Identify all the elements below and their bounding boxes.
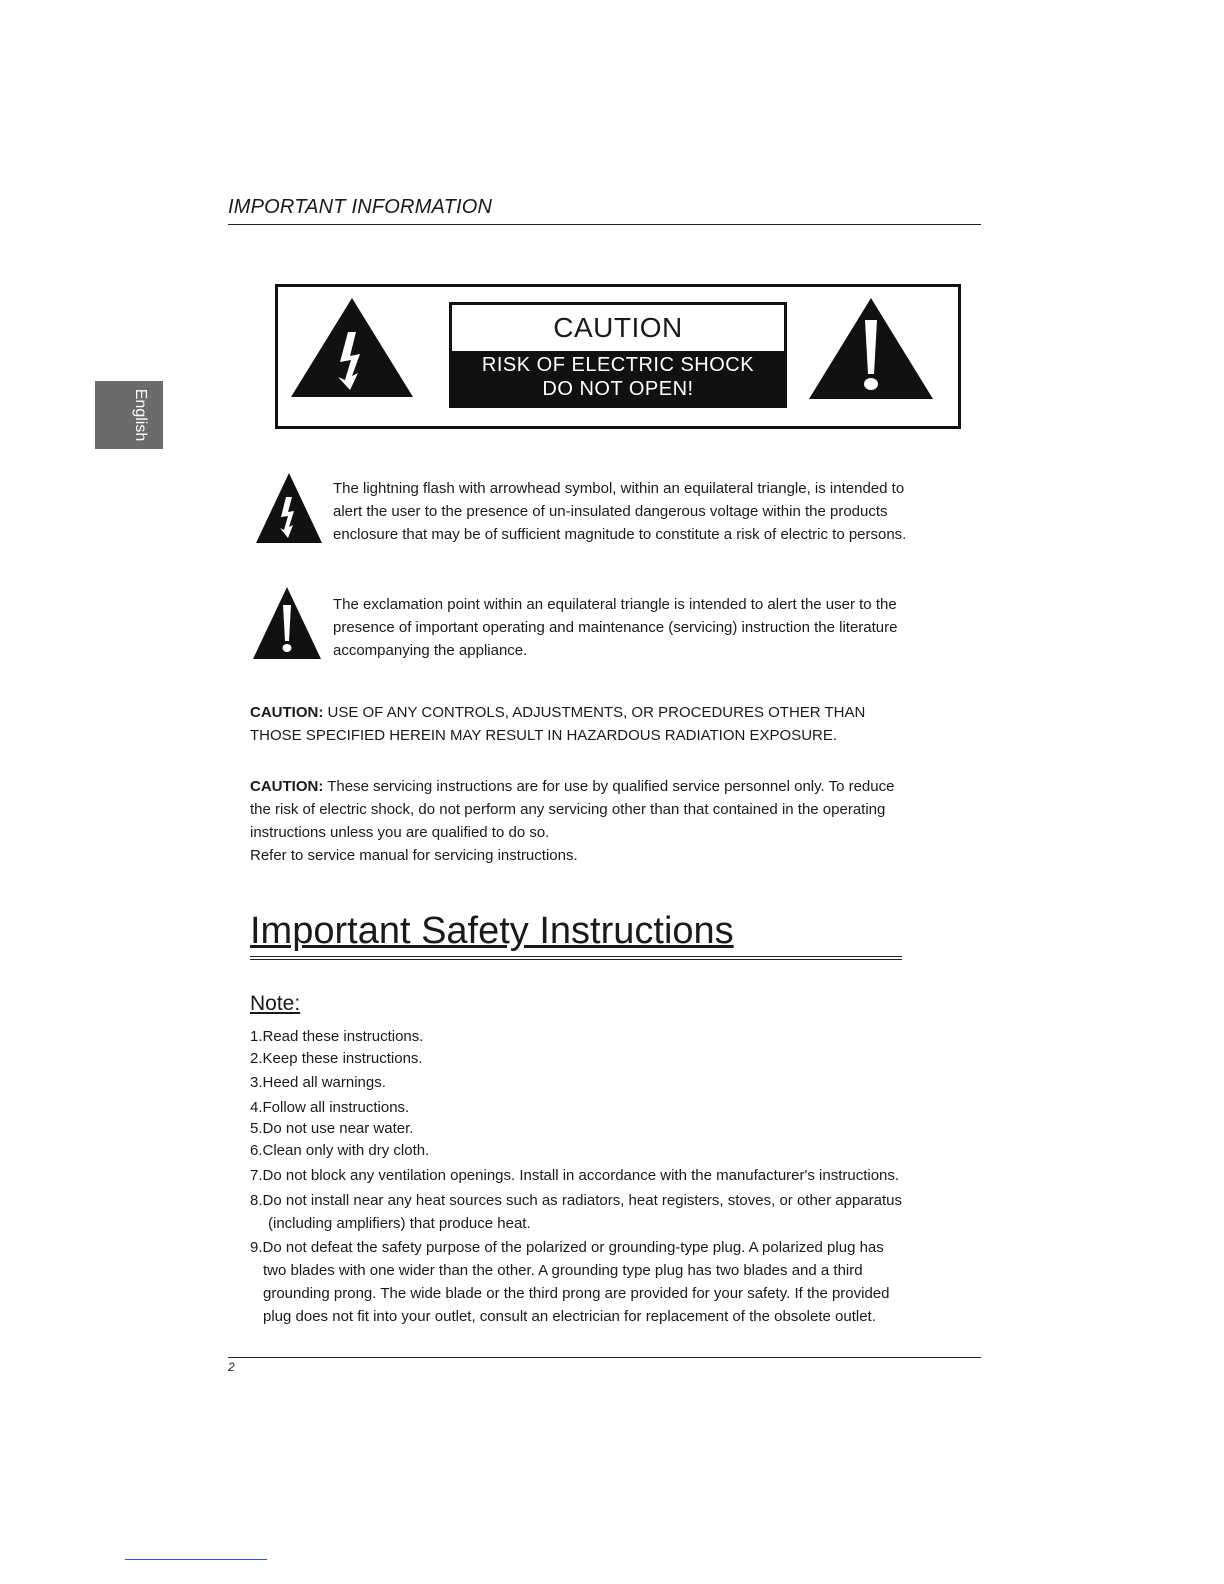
- header-divider: [228, 224, 981, 225]
- lightning-symbol-description: [333, 477, 943, 546]
- instruction-item: 9.Do not defeat the safety purpose of the polarized or grounding-type plug. A polarized plug has: [250, 1239, 884, 1256]
- instruction-item: 2.Keep these instructions.: [250, 1050, 423, 1067]
- caution-keyword: CAUTION:: [250, 778, 324, 795]
- language-tab-label: English: [132, 388, 149, 442]
- instruction-item: 4.Follow all instructions.: [250, 1099, 410, 1116]
- text-line: THOSE SPECIFIED HEREIN MAY RESULT IN HAZARDOUS RADIATION EXPOSURE.: [250, 727, 838, 744]
- caution-label: [449, 302, 787, 408]
- caution-text: USE OF ANY CONTROLS, ADJUSTMENTS, OR PROCEDURES OTHER THAN: [323, 704, 866, 721]
- section-title: [250, 906, 902, 960]
- instruction-item-continuation: (including amplifiers) that produce heat.: [268, 1215, 531, 1232]
- instruction-item: 7.Do not block any ventilation openings. Install in accordance with the manufacturer's instructions.: [250, 1167, 900, 1184]
- instruction-item: 1.Read these instructions.: [250, 1028, 424, 1045]
- note-title: Note:: [250, 992, 301, 1015]
- exclamation-warning-icon: [808, 298, 934, 400]
- page-number: 2: [228, 1360, 235, 1374]
- text-line: [250, 701, 950, 724]
- lightning-warning-icon: [290, 298, 414, 398]
- instruction-item: 8.Do not install near any heat sources such as radiators, heat registers, stoves, or other apparatus: [250, 1192, 903, 1209]
- instruction-item-continuation: two blades with one wider than the other. A grounding type plug has two blades and a third: [263, 1262, 863, 1279]
- caution-label-line-2: DO NOT OPEN!: [542, 378, 694, 400]
- page-header-title: IMPORTANT INFORMATION: [228, 196, 493, 218]
- text-line: The lightning flash with arrowhead symbol, within an equilateral triangle, is intended to: [333, 480, 905, 497]
- caution-text: These servicing instructions are for use by qualified service personnel only. To reduce: [323, 778, 895, 795]
- hyperlink-underline[interactable]: [125, 1559, 267, 1560]
- instruction-item: 6.Clean only with dry cloth.: [250, 1142, 430, 1159]
- text-line: accompanying the appliance.: [333, 642, 528, 659]
- text-line: the risk of electric shock, do not perform any servicing other than that contained in the operating: [250, 801, 886, 818]
- text-line: presence of important operating and maintenance (servicing) instruction the literature: [333, 619, 898, 636]
- instruction-item-continuation: grounding prong. The wide blade or the third prong are provided for your safety. If the provided: [263, 1285, 890, 1302]
- radiation-caution: [250, 701, 950, 747]
- caution-label-line-1: RISK OF ELECTRIC SHOCK: [481, 354, 755, 376]
- instruction-item-continuation: plug does not fit into your outlet, consult an electrician for replacement of the obsolete outlet.: [263, 1308, 876, 1325]
- servicing-caution: [250, 775, 950, 867]
- caution-label-warning: [452, 351, 784, 405]
- text-line: enclosure that may be of sufficient magnitude to constitute a risk of electric to persons.: [333, 526, 907, 543]
- text-line: alert the user to the presence of un-insulated dangerous voltage within the products: [333, 503, 888, 520]
- caution-keyword: CAUTION:: [250, 704, 324, 721]
- footer-divider: [228, 1357, 981, 1358]
- language-tab[interactable]: [95, 381, 163, 449]
- exclamation-symbol-icon: [252, 587, 322, 660]
- exclamation-symbol-description: [333, 593, 943, 662]
- text-line: Refer to service manual for servicing instructions.: [250, 847, 578, 864]
- instruction-item: 5.Do not use near water.: [250, 1120, 414, 1137]
- text-line: [250, 775, 950, 798]
- caution-label-title: CAUTION: [553, 312, 683, 343]
- section-title-text: Important Safety Instructions: [250, 910, 734, 952]
- lightning-symbol-icon: [255, 473, 323, 544]
- instruction-item: 3.Heed all warnings.: [250, 1074, 386, 1091]
- text-line: The exclamation point within an equilateral triangle is intended to alert the user to the: [333, 596, 897, 613]
- text-line: instructions unless you are qualified to do so.: [250, 824, 550, 841]
